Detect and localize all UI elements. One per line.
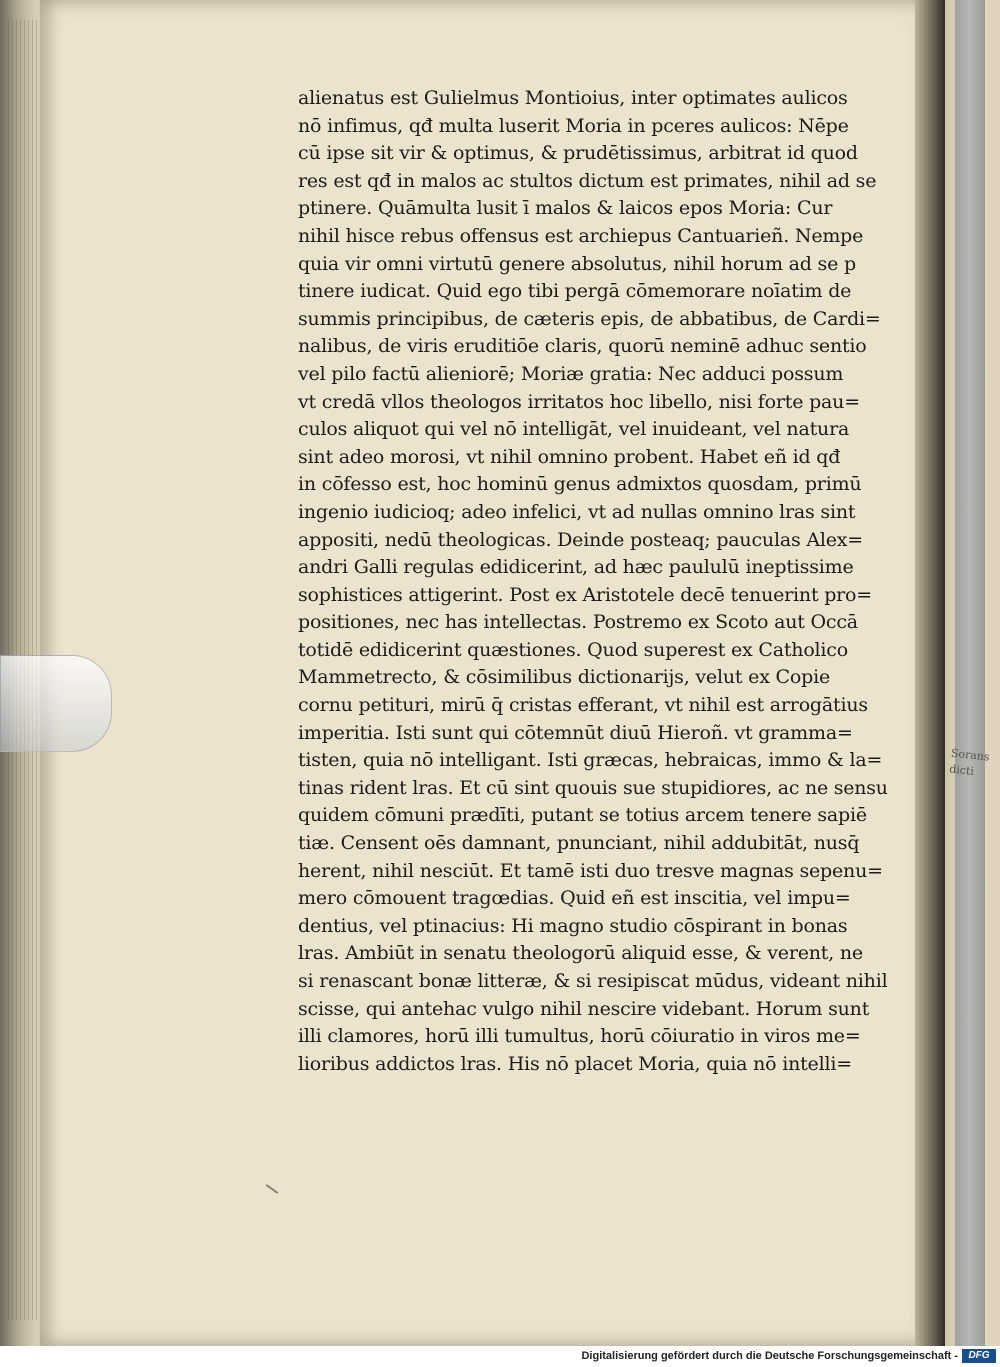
text-line: ingenio iudicioq; adeo infelici, vt ad nullas omnino lras sint (298, 500, 856, 523)
page-clip-holder (0, 655, 112, 752)
text-line: quidem cōmuni prædīti, putant se totius arcem tenere sapiē (298, 804, 867, 827)
text-line: appositi, nedū theologicas. Deinde posteaq; pauculas Alex= (298, 528, 864, 551)
text-line: tinas rident lras. Et cū sint quouis sue stupidiores, ac ne sensu (298, 776, 888, 799)
handwritten-margin-note: Sorans dicti (948, 746, 991, 778)
text-line: lras. Ambiūt in senatu theologorū aliquid esse, & verent, ne (298, 942, 863, 965)
text-line: vel pilo factū alieniorē; Moriæ gratia: Nec adduci possum (298, 362, 844, 385)
text-line: herent, nihil nesciūt. Et tamē isti duo tresve magnas sepenu= (298, 859, 883, 882)
text-line: Mammetrecto, & cōsimilibus dictionarijs, velut ex Copie (298, 666, 831, 689)
text-line: res est qđ in malos ac stultos dictum est primates, nihil ad se (298, 169, 877, 192)
text-line: nihil hisce rebus offensus est archiepus Cantuarieñ. Nempe (298, 224, 864, 247)
text-line: nō infimus, qđ multa luserit Moria in pceres aulicos: Nēpe (298, 114, 849, 137)
footer-bar (0, 1346, 1000, 1367)
bookmark-ribbon (955, 0, 985, 1346)
book-gutter (915, 0, 945, 1346)
text-line: cornu petituri, mirū q̄ cristas efferant, vt nihil est arrogātius (298, 694, 868, 717)
text-line: positiones, nec has intellectas. Postremo ex Scoto aut Occā (298, 611, 858, 634)
text-line: nalibus, de viris eruditiōe claris, quorū neminē adhuc sentio (298, 335, 867, 358)
text-line: tinere iudicat. Quid ego tibi pergā cōmemorare noīatim de (298, 280, 852, 303)
text-block (298, 85, 888, 1078)
text-line: lioribus addictos lras. His nō placet Moria, quia nō intelli= (298, 1052, 852, 1075)
funding-notice: Digitalisierung gefördert durch die Deutsche Forschungsgemeinschaft - (581, 1350, 958, 1362)
text-line: ptinere. Quāmulta lusit ī malos & laicos epos Moria: Cur (298, 197, 833, 220)
text-line: sint adeo morosi, vt nihil omnino probent. Habet eñ id qđ (298, 445, 841, 468)
text-line: culos aliquot qui vel nō intelligāt, vel inuideant, vel natura (298, 418, 850, 441)
text-line: summis principibus, de cæteris epis, de abbatibus, de Cardi= (298, 307, 881, 330)
text-line: sophistices attigerint. Post ex Aristotele decē tenuerint pro= (298, 583, 873, 606)
text-line: alienatus est Gulielmus Montioius, inter optimates aulicos (298, 87, 848, 109)
text-line: andri Galli regulas edidicerint, ad hæc paululū ineptissime (298, 556, 854, 579)
text-line: scisse, qui antehac vulgo nihil nescire videbant. Horum sunt (298, 997, 870, 1020)
text-line: tisten, quia nō intelligant. Isti græcas, hebraicas, immo & la= (298, 749, 883, 772)
text-line: dentius, vel ptinacius: Hi magno studio cōspirant in bonas (298, 914, 848, 937)
text-line: si renascant bonæ litteræ, & si resipiscat mūdus, videant nihil (298, 970, 888, 992)
dfg-logo-icon: DFG (962, 1349, 996, 1363)
text-line: tiæ. Censent oēs damnant, pnunciant, nihil addubitāt, nusq̄ (298, 832, 860, 855)
text-line: mero cōmouent tragœdias. Quid eñ est inscitia, vel impu= (298, 887, 851, 910)
text-line: imperitia. Isti sunt qui cōtemnūt diuū Hieroñ. vt gramma= (298, 721, 853, 744)
text-line: illi clamores, horū illi tumultus, horū cōiuratio in viros me= (298, 1025, 861, 1048)
text-line: in cōfesso est, hoc hominū genus admixtos quosdam, primū (298, 473, 862, 496)
text-line: quia vir omni virtutū genere absolutus, nihil horum ad se p (298, 252, 856, 275)
text-line: cū ipse sit vir & optimus, & prudētissimus, arbitrat id quod (298, 142, 858, 165)
text-line: vt credā vllos theologos irritatos hoc libello, nisi forte pau= (298, 390, 860, 413)
text-line: totidē edidicerint quæstiones. Quod superest ex Catholico (298, 638, 848, 661)
